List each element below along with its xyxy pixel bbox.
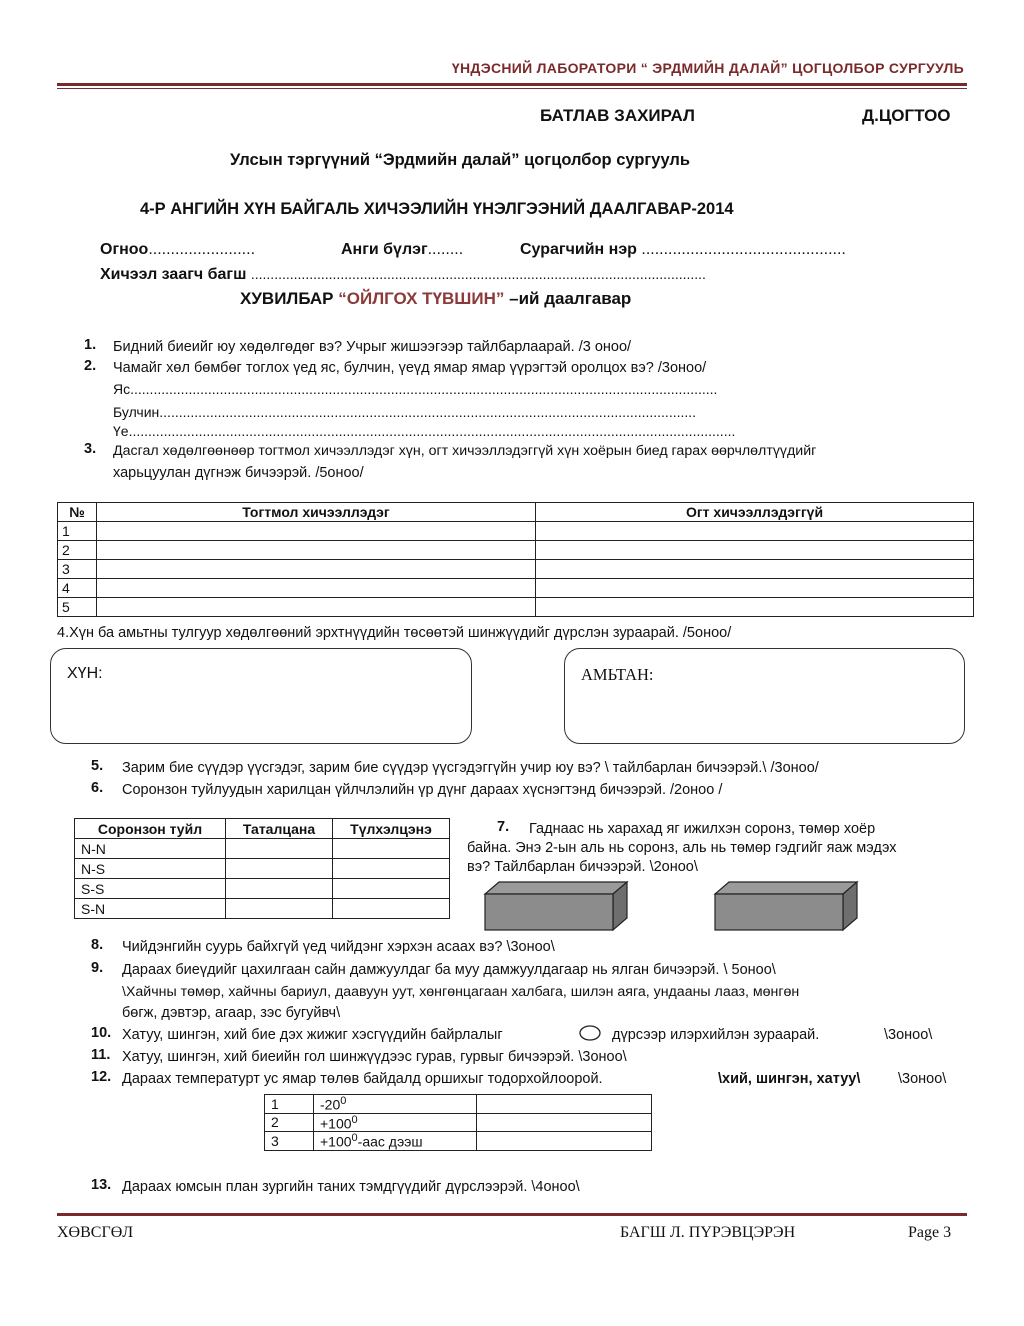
temperature-value: -20 [320,1096,341,1113]
q2-muscle-line[interactable]: Булчин.......................................................................................................................................... [113,404,697,420]
answer-cell[interactable] [226,879,333,899]
animal-drawing-box[interactable] [564,648,965,744]
q13-text: Дараах юмсын план зургийн таних тэмдгүүдийг дүрслээрэй. \4оноо\ [122,1179,580,1195]
q3-text-a: Дасгал хөдөлгөөнөөр тогтмол хичээллэдэг хүн, огт хичээллэдэггүй хүн хоёрын биед гарах өөрчлөлтүүдийг [113,443,817,459]
circle-icon [578,1024,602,1042]
answer-cell[interactable] [226,859,333,879]
q2-text: Чамайг хөл бөмбөг тоглох үед яс, булчин, үеүд ямар ямар үүрэгтэй оролцох вэ? /3оноо/ [113,360,707,376]
q10-text-a: Хатуу, шингэн, хий бие дэх жижиг хэсгүүдийн байрлалыг [122,1027,503,1043]
col-number: № [58,503,97,522]
answer-cell[interactable] [536,522,974,541]
table-row [265,1095,652,1114]
q7-number: 7. [497,819,510,835]
exercise-table [57,502,974,617]
school-name: Улсын тэргүүний “Эрдмийн далай” цогцолбор сургууль [230,151,691,169]
q6-text: Соронзон туйлуудын харилцан үйлчлэлийн үр дүнг дараах хүснэгтэнд бичээрэй. /2оноо / [122,782,723,798]
table-row [58,522,974,541]
footer-rule [57,1213,967,1216]
q9-text-c: бөгж, дэвтэр, агаар, зэс бугуйвч\ [122,1005,341,1021]
q2-number: 2. [84,358,97,374]
date-label: Огноо [100,241,149,258]
q9-number: 9. [91,960,104,976]
answer-cell[interactable] [333,899,450,919]
row-number: 3 [58,560,97,579]
row-number: 1 [265,1095,314,1114]
q2-joint-line[interactable]: Үе............................................................................................................................................................ [113,423,736,439]
q12-states: \хий, шингэн, хатуу\ [718,1071,861,1087]
q7-text-a: Гаднаас нь харахад яг ижилхэн соронз, төмөр хоёр [529,821,876,837]
pole-pair: S-S [75,879,226,899]
degree-sign: 0 [351,1132,358,1145]
answer-cell[interactable] [97,560,536,579]
temperature-value: +100 [320,1133,352,1150]
table-row [75,839,450,859]
table-row [265,1132,652,1151]
q5-text: Зарим бие сүүдэр үүсгэдэг, зарим бие сүүдэр үүсгэдэггүйн учир юу вэ? \ тайлбарлан бичээрэй.\ /3оноо/ [122,760,819,776]
table-row [75,879,450,899]
student-field [520,241,846,259]
human-box-label: ХҮН: [67,665,103,682]
table-row [58,541,974,560]
pole-pair: N-S [75,859,226,879]
q1-number: 1. [84,337,97,353]
class-blank[interactable]: ........ [427,241,464,258]
answer-cell[interactable] [536,598,974,617]
q1-text: Бидний биеийг юу хөдөлгөдөг вэ? Учрыг жишээгээр тайлбарлаарай. /3 оноо/ [113,339,632,355]
q2-bone-line[interactable]: Яс....................................................................................................................................................... [113,381,718,397]
table-row [58,579,974,598]
answer-cell[interactable] [536,560,974,579]
answer-cell[interactable] [226,839,333,859]
answer-cell[interactable] [536,579,974,598]
page-number: Page 3 [908,1224,952,1241]
table-row [75,899,450,919]
table-row [75,859,450,879]
col-attract: Таталцана [226,819,333,839]
pole-pair: S-N [75,899,226,919]
magnet-table [74,818,450,919]
footer-location: ХӨВСГӨЛ [57,1224,134,1241]
q7-text-b: байна. Энэ 2-ын аль нь соронз, аль нь төмөр гэдгийг яаж мэдэх [467,840,897,856]
answer-cell[interactable] [97,522,536,541]
pole-pair: N-N [75,839,226,859]
table-row [58,560,974,579]
q9-text-b: \Хайчны төмөр, хайчны бариул, даавуун уут, хөнгөнцагаан халбага, шилэн аяга, ундааны лааз, мөнгөн [122,984,800,1000]
temperature-cell [314,1113,477,1132]
q7-text-c: вэ? Тайлбарлан бичээрэй. \2оноо\ [467,859,698,875]
class-field [341,241,463,259]
row-number: 3 [265,1132,314,1151]
q3-text-b: харьцуулан дүгнэж бичээрэй. /5оноо/ [113,465,364,481]
variant-line [240,289,631,309]
q9-text-a: Дараах биеүдийг цахилгаан сайн дамжуулдаг ба муу дамжуулдагаар нь ялган бичээрэй. \ 5оноо\ [122,962,776,978]
answer-cell[interactable] [333,859,450,879]
q10-points: \3оноо\ [884,1027,933,1043]
animal-box-label: АМЬТАН: [581,665,654,684]
degree-sign: 0 [340,1095,347,1107]
answer-cell[interactable] [536,541,974,560]
row-number: 5 [58,598,97,617]
director-name: Д.ЦОГТОО [862,106,951,125]
variant-name: “ОЙЛГОХ ТҮВШИН” [338,289,505,308]
q4-text-content: 4.Хүн ба амьтны тулгуур хөдөлгөөний эрхтнүүдийн төсөөтэй шинжүүдийг дүрслэн зураарай. /5оноо/ [57,625,732,641]
q12-number: 12. [91,1069,112,1085]
header-rule [57,83,967,86]
row-number: 1 [58,522,97,541]
footer-teacher: БАГШ Л. ПҮРЭВЦЭРЭН [620,1224,796,1241]
teacher-label: Хичээл заагч багш [100,266,247,283]
row-number: 2 [58,541,97,560]
class-label: Анги бүлэг [341,241,428,258]
answer-cell[interactable] [333,839,450,859]
q3-number: 3. [84,441,97,457]
temperature-suffix: -аас дээш [357,1133,423,1150]
q13-number: 13. [91,1177,112,1193]
col-regular: Тогтмол хичээллэдэг [97,503,536,522]
q11-number: 11. [91,1047,111,1063]
date-blank[interactable]: ........................ [148,241,256,258]
teacher-field [100,266,706,284]
answer-cell[interactable] [477,1113,652,1132]
school-header: ҮНДЭСНИЙ ЛАБОРАТОРИ “ ЭРДМИЙН ДАЛАЙ” ЦОГЦОЛБОР СУРГУУЛЬ [451,60,964,76]
bar-a-icon [480,880,640,932]
q12-points: \3оноо\ [898,1071,947,1087]
header-rule-thin [57,88,967,89]
temperature-cell [314,1132,477,1151]
table-row [265,1113,652,1132]
answer-cell[interactable] [97,541,536,560]
row-number: 2 [265,1113,314,1132]
approve-label: БАТЛАВ ЗАХИРАЛ [540,106,695,125]
q6-number: 6. [91,780,104,796]
answer-cell[interactable] [226,899,333,919]
row-number: 4 [58,579,97,598]
col-repel: Түлхэлцэнэ [333,819,450,839]
info-line-1 [100,241,255,259]
q8-number: 8. [91,937,104,953]
q12-text-a: Дараах температурт ус ямар төлөв байдалд оршихыг тодорхойлоорой. [122,1071,603,1087]
teacher-blank[interactable]: ..................................................................................................................... [250,266,706,282]
bar-b-icon [710,880,870,932]
q4-text [57,623,731,644]
temperature-value: +100 [320,1115,352,1132]
variant-prefix: ХУВИЛБАР [240,289,334,308]
answer-cell[interactable] [477,1132,652,1151]
q5-number: 5. [91,758,104,774]
answer-cell[interactable] [97,579,536,598]
q11-text: Хатуу, шингэн, хий биеийн гол шинжүүдээс гурав, гурвыг бичээрэй. \3оноо\ [122,1049,627,1065]
human-drawing-box[interactable] [50,648,472,744]
degree-sign: 0 [351,1113,358,1126]
variant-suffix: –ий даалгавар [509,289,632,308]
student-blank[interactable]: .............................................. [641,241,846,258]
page-title: 4-Р АНГИЙН ХҮН БАЙГАЛЬ ХИЧЭЭЛИЙН ҮНЭЛГЭЭНИЙ ДААЛГАВАР-2014 [140,200,734,218]
temperature-cell [314,1095,477,1114]
q10-number: 10. [91,1025,112,1041]
table-row [58,598,974,617]
col-pole: Соронзон туйл [75,819,226,839]
col-never: Огт хичээллэдэггүй [536,503,974,522]
answer-cell[interactable] [333,879,450,899]
q8-text: Чийдэнгийн суурь байхгүй үед чийдэнг хэрхэн асаах вэ? \3оноо\ [122,939,555,955]
student-label: Сурагчийн нэр [520,241,637,258]
temperature-table [264,1094,652,1151]
answer-cell[interactable] [97,598,536,617]
q10-text-b: дүрсээр илэрхийлэн зураарай. [612,1027,820,1043]
answer-cell[interactable] [477,1095,652,1114]
